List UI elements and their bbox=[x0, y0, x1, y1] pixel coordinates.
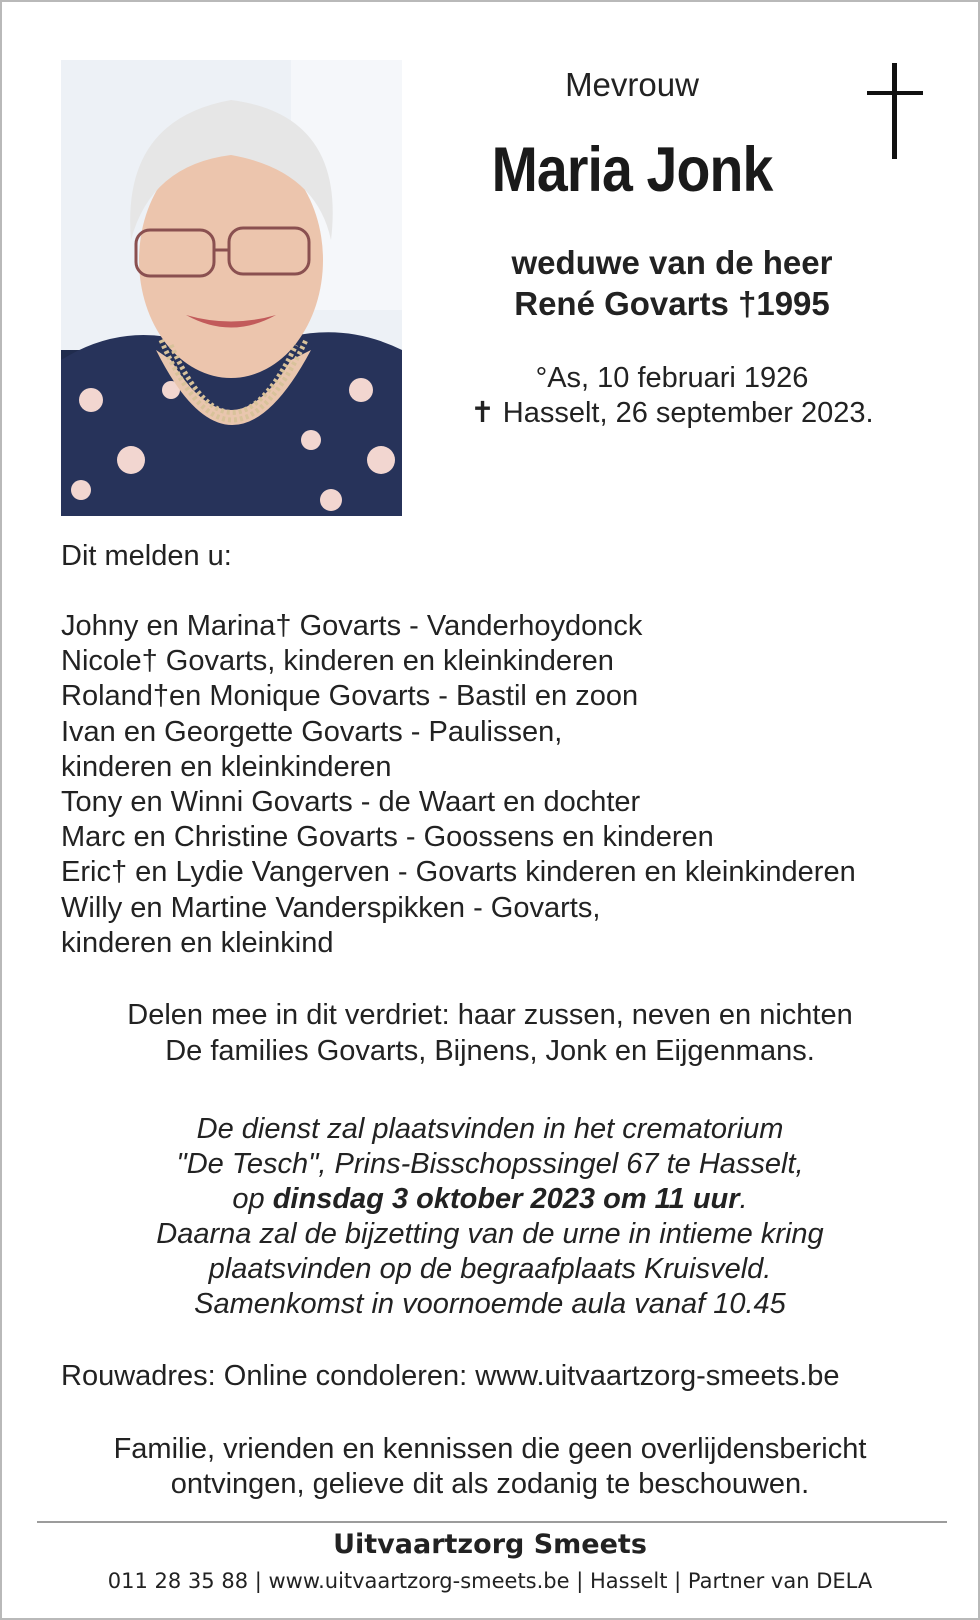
funeral-company-name: Uitvaartzorg Smeets bbox=[333, 1529, 647, 1560]
family-line: Nicole† Govarts, kinderen en kleinkinderen bbox=[61, 645, 614, 678]
widow-line-1: weduwe van de heer bbox=[511, 244, 833, 281]
deceased-name: Maria Jonk bbox=[491, 135, 773, 205]
family-line: kinderen en kleinkind bbox=[61, 926, 334, 959]
birth-date: °As, 10 februari 1926 bbox=[535, 362, 809, 394]
service-line-5: plaatsvinden op de begraafplaats Kruisveld. bbox=[208, 1253, 772, 1285]
family-line: Eric† en Lydie Vangerven - Govarts kinderen en kleinkinderen bbox=[61, 856, 856, 889]
share-line-1: Delen mee in dit verdriet: haar zussen, neven en nichten bbox=[127, 999, 853, 1031]
service-line-1: De dienst zal plaatsvinden in het crematorium bbox=[196, 1113, 784, 1145]
family-line: Ivan en Georgette Govarts - Paulissen, bbox=[61, 715, 563, 748]
service-date: dinsdag 3 oktober 2023 om 11 uur bbox=[272, 1183, 740, 1215]
family-line: Roland†en Monique Govarts - Bastil en zoon bbox=[61, 680, 639, 713]
service-line-4: Daarna zal de bijzetting van de urne in intieme kring bbox=[156, 1218, 824, 1250]
family-list bbox=[61, 609, 856, 961]
family-line: Johny en Marina† Govarts - Vanderhoydonck bbox=[61, 610, 643, 642]
life-dates bbox=[432, 361, 912, 431]
service-line-3 bbox=[2, 1182, 978, 1217]
cross-icon bbox=[867, 63, 923, 159]
family-line: Tony en Winni Govarts - de Waart en dochter bbox=[61, 786, 641, 819]
service-line-2: "De Tesch", Prins-Bisschopssingel 67 te Hasselt, bbox=[176, 1148, 804, 1180]
footer-divider bbox=[37, 1521, 947, 1523]
condolence-address: Rouwadres: Online condoleren: www.uitvaartzorg-smeets.be bbox=[61, 1360, 840, 1392]
portrait-photo bbox=[61, 60, 402, 516]
service-line-6: Samenkomst in voornoemde aula vanaf 10.45 bbox=[194, 1288, 786, 1320]
family-line: Willy en Martine Vanderspikken - Govarts, bbox=[61, 891, 601, 924]
widow-of bbox=[432, 242, 912, 324]
service-date-suffix: . bbox=[739, 1183, 748, 1215]
notice-line-1: Familie, vrienden en kennissen die geen overlijdensbericht bbox=[113, 1433, 867, 1465]
family-line: Marc en Christine Govarts - Goossens en kinderen bbox=[61, 821, 714, 854]
widow-line-2: René Govarts †1995 bbox=[514, 285, 830, 322]
death-date: ✝ Hasselt, 26 september 2023. bbox=[470, 397, 874, 429]
funeral-company-info: 011 28 35 88 | www.uitvaartzorg-smeets.be | Hasselt | Partner van DELA bbox=[107, 1569, 873, 1593]
share-line-2: De families Govarts, Bijnens, Jonk en Eijgenmans. bbox=[165, 1035, 815, 1067]
service-date-prefix: op bbox=[232, 1183, 273, 1215]
notice-line-2: ontvingen, gelieve dit als zodanig te beschouwen. bbox=[170, 1468, 810, 1500]
honorific: Mevrouw bbox=[565, 66, 699, 103]
service-details bbox=[2, 1112, 978, 1322]
shared-grief bbox=[2, 997, 978, 1069]
intro-text: Dit melden u: bbox=[61, 540, 232, 572]
family-line: kinderen en kleinkinderen bbox=[61, 750, 392, 783]
notice-text bbox=[2, 1432, 978, 1502]
